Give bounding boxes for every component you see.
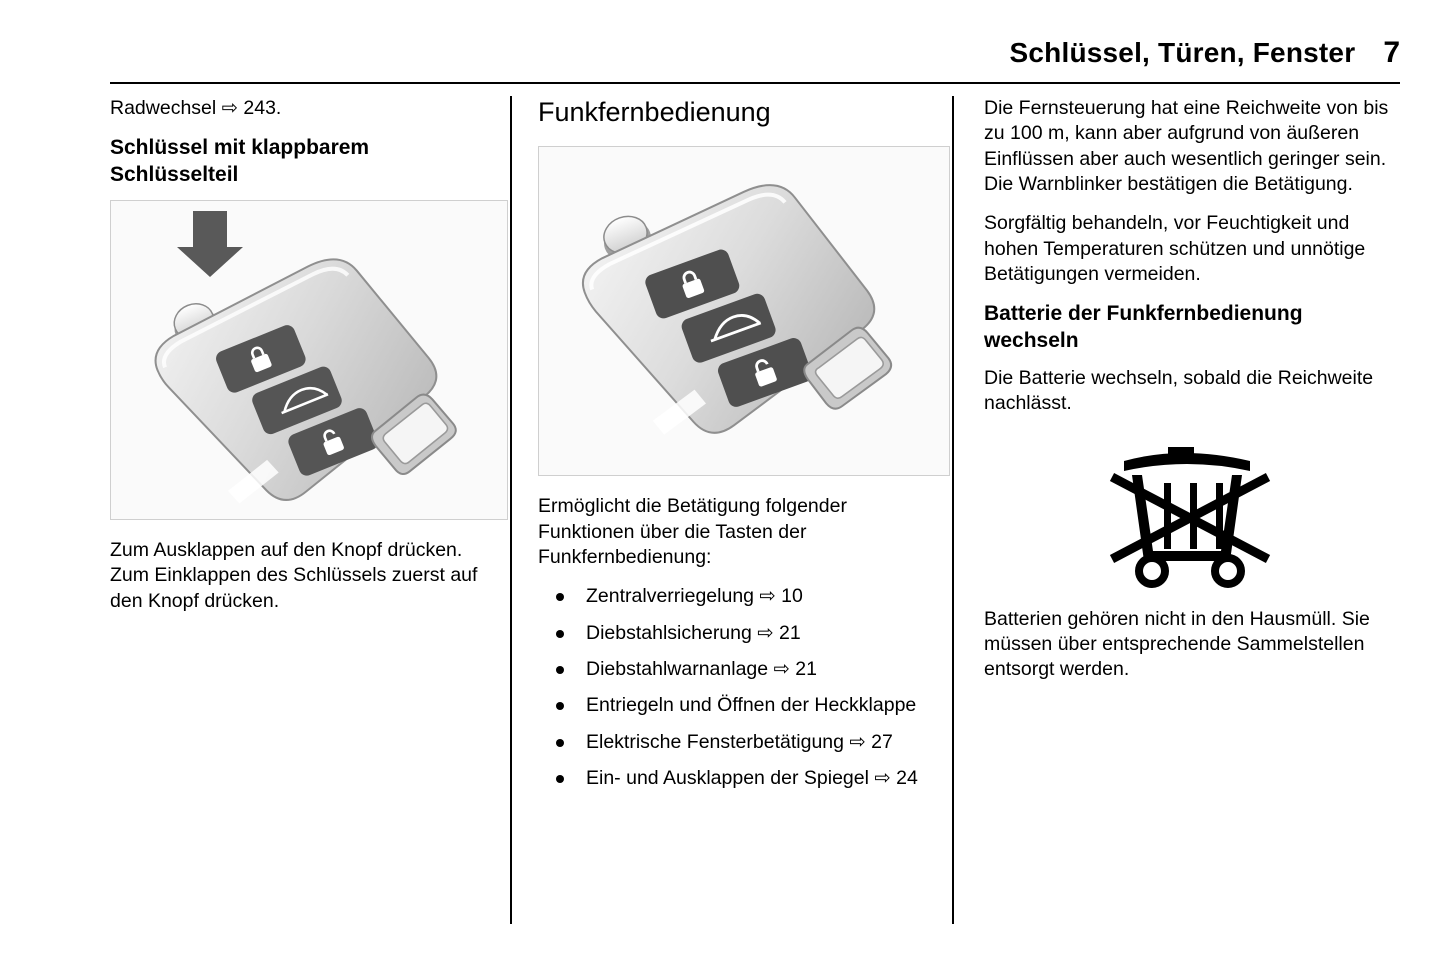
section-heading-foldable-key: Schlüssel mit klappbarem Schlüsselteil <box>110 136 370 186</box>
foldable-key-instructions: Zum Ausklappen auf den Knopf drücken. Zum Einklappen des Schlüssels zuerst auf den Knopf drücken. <box>110 538 478 612</box>
column-one <box>110 96 510 926</box>
list-item <box>538 730 930 755</box>
bullet-dot-icon <box>556 630 564 638</box>
bullet-dot-icon <box>556 775 564 783</box>
list-item-label: Zentralverriegelung ⇨ 10 <box>586 585 803 608</box>
press-arrow-icon <box>177 211 243 277</box>
list-item-label: Diebstahlsicherung ⇨ 21 <box>586 621 801 644</box>
range-paragraph: Die Fernsteuerung hat eine Reichweite von bis zu 100 m, kann aber aufgrund von äußeren Einflüssen aber auch wesentlich geringer sein. Die Warnblinker bestätigen die Betätigung. <box>984 97 1389 196</box>
wheel-change-reference: Radwechsel ⇨ 243. <box>110 97 282 119</box>
list-item <box>538 621 930 646</box>
content-columns <box>110 96 1400 926</box>
column-two <box>512 96 952 926</box>
list-item <box>538 766 930 791</box>
section-heading-remote-control: Funkfernbedienung <box>538 97 771 127</box>
care-paragraph: Sorgfältig behandeln, vor Feuchtigkeit und hohen Temperaturen schützen und unnötige Betätigungen vermeiden. <box>984 212 1366 286</box>
list-item <box>538 657 930 682</box>
disposal-icon-wrapper <box>984 431 1400 591</box>
list-item <box>538 693 930 718</box>
battery-replacement-paragraph: Die Batterie wechseln, sobald die Reichweite nachlässt. <box>984 366 1374 415</box>
page-header <box>110 36 1400 70</box>
battery-disposal-paragraph: Batterien gehören nicht in den Hausmüll. Sie müssen über entsprechende Sammelstellen entsorgt werden. <box>984 607 1370 681</box>
list-item-label: Elektrische Fensterbetätigung ⇨ 27 <box>586 730 893 753</box>
bullet-dot-icon <box>556 739 564 747</box>
bullet-dot-icon <box>556 666 564 674</box>
header-divider-rule <box>110 82 1400 84</box>
list-item-label: Entriegeln und Öffnen der Heckklappe <box>586 694 917 717</box>
bullet-dot-icon <box>556 593 564 601</box>
list-item-label: Diebstahlwarnanlage ⇨ 21 <box>586 658 817 681</box>
remote-functions-intro: Ermöglicht die Betätigung folgender Funktionen über die Tasten der Funkfernbedienung: <box>538 495 847 569</box>
remote-control-key-illustration <box>538 146 950 476</box>
page-title: Schlüssel, Türen, Fenster <box>1009 37 1356 68</box>
list-item <box>538 584 930 609</box>
remote-functions-list <box>538 584 930 791</box>
key-with-foldable-blade-illustration <box>110 200 508 520</box>
column-three <box>954 96 1400 926</box>
list-item-label: Ein- und Ausklappen der Spiegel ⇨ 24 <box>586 767 918 790</box>
page-number: 7 <box>1383 36 1400 69</box>
bullet-dot-icon <box>556 702 564 710</box>
crossed-out-wheelie-bin-icon <box>1102 431 1282 591</box>
section-heading-battery-replacement: Batterie der Funkfernbedienung wechseln <box>984 302 1303 352</box>
